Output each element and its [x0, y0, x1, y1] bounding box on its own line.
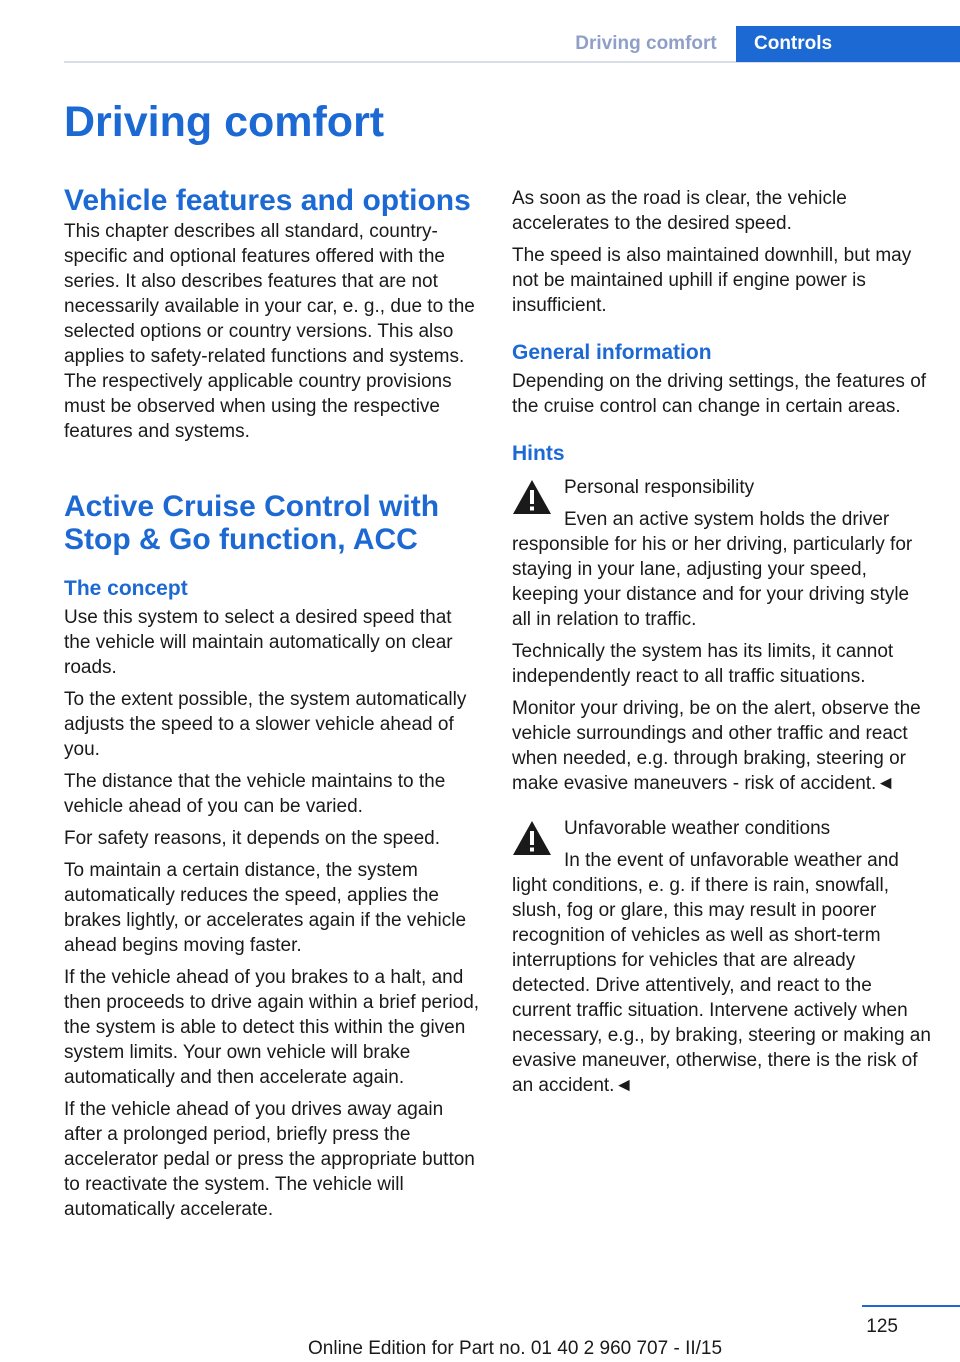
page-number: 125: [866, 1316, 898, 1337]
paragraph-concept-2: To the extent possible, the system automatically adjusts the speed to a slower vehicle ahead of you.: [64, 689, 467, 760]
paragraph-concept-4: For safety reasons, it depends on the speed.: [64, 828, 441, 849]
tab-controls[interactable]: Controls: [736, 26, 960, 62]
warning-title: Personal responsibility: [564, 477, 755, 498]
page-title: Driving comfort: [64, 98, 385, 146]
footer-rule: [862, 1305, 960, 1307]
warning-text-1: Even an active system holds the driver responsible for his or her driving, particularly for staying in your lane, adjusting your speed, keeping your distance and for your driving style all in relation to traffic.: [512, 509, 913, 630]
left-column: [64, 184, 482, 1222]
heading-general-information: General information: [512, 341, 712, 364]
tab-driving-comfort[interactable]: Driving comfort: [575, 33, 717, 54]
heading-acc-line2: Stop & Go function, ACC: [64, 523, 418, 556]
heading-acc: [64, 490, 482, 556]
warning-triangle-icon: [512, 820, 552, 856]
paragraph-vehicle-features: This chapter describes all standard, country-specific and optional features offered with the series. It also describes features that are not necessarily available in your car, e. g., due to the selected options or country versions. This also applies to safety-related functions and systems. The respectively applicable country provisions must be observed when using the respective features and systems.: [64, 221, 475, 442]
paragraph-concept-5: To maintain a certain distance, the system automatically reduces the speed, applies the brakes lightly, or accelerates again if the vehicle ahead begins moving faster.: [64, 860, 467, 956]
warning-text-2: Technically the system has its limits, it cannot independently react to all traffic situations.: [512, 641, 894, 687]
paragraph-concept-3: The distance that the vehicle maintains to the vehicle ahead of you can be varied.: [64, 771, 446, 817]
heading-vehicle-features: Vehicle features and options: [64, 184, 471, 217]
warning-text-1: In the event of unfavorable weather and light conditions, e. g. if there is rain, snowfall, slush, fog or glare, this may result in poorer recognition of vehicles as well as short-term interruptions for vehicles that are already detected. Drive attentively, and react to the current traffic situation. Intervene actively when necessary, e.g., by braking, steering or making an evasive maneuver, otherwise, there is the risk of an accident.◄: [512, 850, 931, 1096]
warning-triangle-icon: [512, 479, 552, 515]
warning-title: Unfavorable weather conditions: [564, 818, 831, 839]
paragraph-general-information: Depending on the driving settings, the features of the cruise control can change in certain areas.: [512, 371, 927, 417]
paragraph-concept-6: If the vehicle ahead of you brakes to a halt, and then proceeds to drive again within a brief period, the system is able to detect this within the given system limits. Your own vehicle will brake automatically and then accelerate again.: [64, 967, 480, 1088]
paragraph-concept-1: Use this system to select a desired speed that the vehicle will maintain automatically on clear roads.: [64, 607, 453, 678]
warning-personal-responsibility: [512, 475, 932, 796]
warning-text-3: Monitor your driving, be on the alert, observe the vehicle surroundings and other traffic and react when needed, e.g. through braking, steering or make evasive maneuvers - risk of accident.◄: [512, 698, 921, 794]
edition-note: Online Edition for Part no. 01 40 2 960 707 - II/15: [308, 1338, 723, 1359]
heading-acc-line1: Active Cruise Control with: [64, 490, 440, 523]
paragraph-road-clear: As soon as the road is clear, the vehicle accelerates to the desired speed.: [512, 188, 847, 234]
right-column: [512, 184, 932, 1098]
heading-concept: The concept: [64, 577, 188, 600]
paragraph-downhill: The speed is also maintained downhill, but may not be maintained uphill if engine power is insufficient.: [512, 245, 912, 316]
warning-weather: [512, 816, 932, 1098]
paragraph-concept-7: If the vehicle ahead of you drives away again after a prolonged period, briefly press the accelerator pedal or press the appropriate button to reactivate the system. The vehicle will automatically accelerate.: [64, 1099, 475, 1220]
heading-hints: Hints: [512, 442, 565, 465]
